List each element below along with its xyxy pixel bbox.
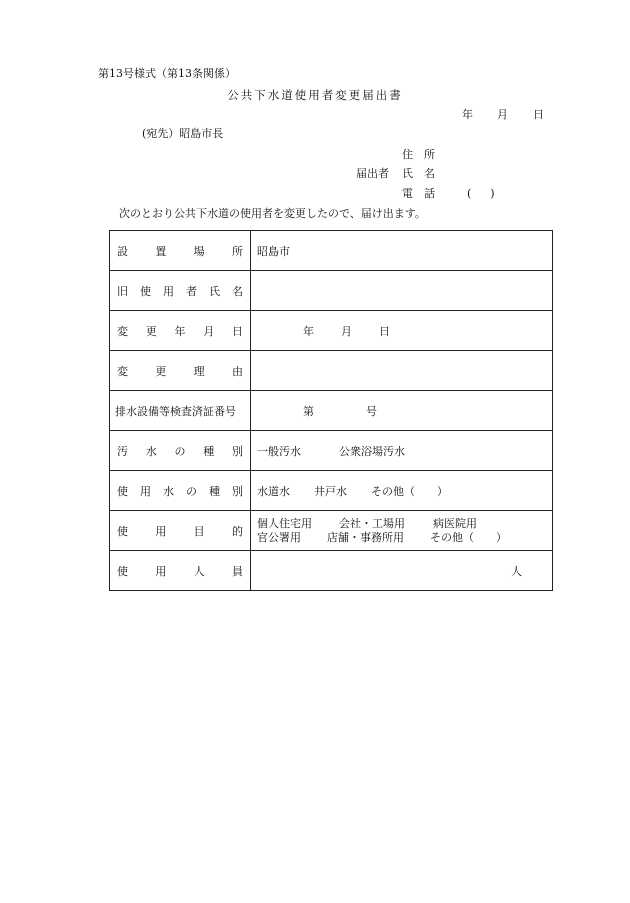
water-type-label xyxy=(110,483,250,499)
cert-prefix: 第 xyxy=(303,404,314,418)
purpose-option-hospital[interactable]: 病医院用 xyxy=(433,517,477,531)
cert-label: 排水設備等検査済証番号 xyxy=(115,404,236,418)
label-char: 用 xyxy=(155,564,167,578)
label-char: の xyxy=(186,484,197,498)
label-char: 場 xyxy=(193,244,205,258)
label-char: 名 xyxy=(232,284,243,298)
date-year-label: 年 xyxy=(462,108,473,121)
label-char: 使 xyxy=(117,484,128,498)
purpose-field[interactable] xyxy=(251,511,553,551)
label-char: の xyxy=(174,444,186,458)
date-month-label: 月 xyxy=(497,108,508,121)
label-char: 氏 xyxy=(209,284,220,298)
row-water-type xyxy=(110,471,553,511)
form-number: 第13号様式（第13条関係） xyxy=(98,67,236,80)
label-char: 月 xyxy=(203,324,215,338)
change-day-label: 日 xyxy=(379,324,390,338)
water-type-field[interactable] xyxy=(251,471,553,511)
cert-suffix: 号 xyxy=(366,404,377,418)
purpose-option-company[interactable]: 会社・工場用 xyxy=(339,517,405,531)
row-sewage-type xyxy=(110,431,553,471)
phone-field[interactable]: ( ) xyxy=(467,187,499,200)
label-char: 員 xyxy=(231,564,243,578)
water-option-other[interactable]: その他（ ） xyxy=(371,484,448,498)
label-char: 人 xyxy=(193,564,205,578)
change-date-field[interactable] xyxy=(251,311,553,351)
old-user-field[interactable] xyxy=(251,271,553,311)
label-char: 由 xyxy=(231,364,243,378)
label-char: 汚 xyxy=(117,444,128,458)
change-year-label: 年 xyxy=(303,324,314,338)
label-char: 日 xyxy=(232,324,243,338)
form-table xyxy=(109,230,553,591)
water-option-well[interactable]: 井戸水 xyxy=(314,484,347,498)
label-char: 理 xyxy=(193,364,205,378)
label-char: 設 xyxy=(117,244,128,258)
row-change-date xyxy=(110,311,553,351)
label-char: 使 xyxy=(140,284,151,298)
label-char: 別 xyxy=(232,444,243,458)
label-char: 別 xyxy=(232,484,243,498)
label-char: 変 xyxy=(117,324,128,338)
old-user-label xyxy=(110,283,250,299)
row-cert xyxy=(110,391,553,431)
form-title: 公共下水道使用者変更届出書 xyxy=(227,88,403,102)
phone-label: 電話 xyxy=(402,187,446,200)
reason-field[interactable] xyxy=(251,351,553,391)
label-char: 用 xyxy=(155,524,167,538)
location-value: 昭島市 xyxy=(257,244,290,258)
location-label xyxy=(110,243,250,259)
intro-text: 次のとおり公共下水道の使用者を変更したので、届け出ます。 xyxy=(119,207,426,220)
purpose-option-residence[interactable]: 個人住宅用 xyxy=(257,517,312,531)
address-label: 住所 xyxy=(402,148,446,161)
persons-unit: 人 xyxy=(511,564,522,578)
sewage-type-label xyxy=(110,443,250,459)
row-persons xyxy=(110,551,553,591)
change-month-label: 月 xyxy=(341,324,352,338)
addressee: (宛先）昭島市長 xyxy=(142,127,224,140)
persons-label xyxy=(110,563,250,579)
purpose-label xyxy=(110,523,250,539)
label-char: 水 xyxy=(163,484,174,498)
change-date-label xyxy=(110,323,250,339)
sewage-option-bathhouse[interactable]: 公衆浴場汚水 xyxy=(339,444,405,458)
label-char: 旧 xyxy=(117,284,128,298)
row-old-user xyxy=(110,271,553,311)
label-char: 目 xyxy=(193,524,205,538)
label-char: 種 xyxy=(203,444,215,458)
water-option-tap[interactable]: 水道水 xyxy=(257,484,290,498)
label-char: 更 xyxy=(155,364,167,378)
label-char: 種 xyxy=(209,484,220,498)
sewage-type-field[interactable] xyxy=(251,431,553,471)
row-location xyxy=(110,231,553,271)
location-field[interactable] xyxy=(251,231,553,271)
label-char: 所 xyxy=(231,244,243,258)
label-char: 置 xyxy=(155,244,167,258)
label-char: 変 xyxy=(117,364,128,378)
persons-field[interactable] xyxy=(251,551,553,591)
row-purpose xyxy=(110,511,553,551)
row-reason xyxy=(110,351,553,391)
label-char: 的 xyxy=(231,524,243,538)
purpose-option-government[interactable]: 官公署用 xyxy=(257,530,301,544)
purpose-option-store[interactable]: 店舗・事務所用 xyxy=(327,530,404,544)
label-char: 年 xyxy=(174,324,186,338)
label-char: 使 xyxy=(117,524,128,538)
label-char: 者 xyxy=(186,284,197,298)
label-char: 用 xyxy=(140,484,151,498)
purpose-option-other[interactable]: その他（ ） xyxy=(430,530,507,544)
label-char: 水 xyxy=(145,444,157,458)
label-char: 使 xyxy=(117,564,128,578)
reason-label xyxy=(110,363,250,379)
name-label: 氏名 xyxy=(402,167,446,180)
date-day-label: 日 xyxy=(533,108,544,121)
label-char: 更 xyxy=(145,324,157,338)
label-char: 用 xyxy=(163,284,174,298)
applicant-label: 届出者 xyxy=(356,167,389,180)
sewage-option-general[interactable]: 一般汚水 xyxy=(257,444,301,458)
cert-field[interactable] xyxy=(251,391,553,431)
